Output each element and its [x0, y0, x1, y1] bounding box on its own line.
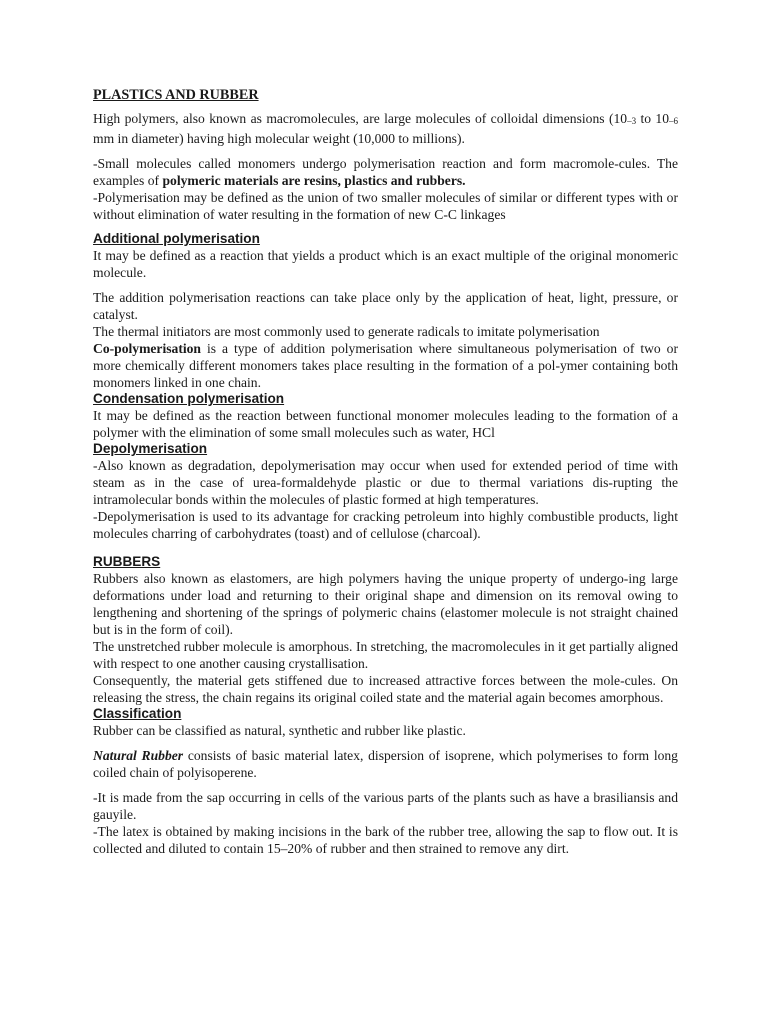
- document-page: [93, 87, 678, 857]
- rubbers-paragraph: Rubbers also known as elastomers, are high polymers having the unique property of undergo-ing large deformations under load and returning to their original shape and dimension on its removal owing to lengthening and shortening of the springs of polymeric chains (elastomer molecule is not straight chained but is in the form of coil).: [93, 571, 678, 637]
- exponent: –6: [669, 116, 678, 126]
- depolymerisation-paragraph: -Also known as degradation, depolymerisation may occur when used for extended period of time with steam as in the case of urea-formaldehyde plastic or due to thermal variations dis-rupting the intramolecular bonds within the molecules of plastic formed at high temperatures.: [93, 458, 678, 507]
- bold-italic-text: Natural Rubber: [93, 748, 184, 763]
- monomers-paragraph: [93, 155, 678, 189]
- paragraph-text: -Small molecules called monomers undergo polymerisation reaction and form macromole-cules. The examples of: [93, 156, 678, 188]
- classification-paragraph: -The latex is obtained by making incisions in the bark of the rubber tree, allowing the sap to flow out. It is collected and diluted to contain 15–20% of rubber and then strained to remove any dirt.: [93, 824, 678, 856]
- intro-text: (10: [608, 111, 628, 126]
- intro-text: to 10: [636, 111, 669, 126]
- addition-paragraph: The thermal initiators are most commonly used to generate radicals to imitate polymerisation: [93, 324, 600, 339]
- section-heading-depolymerisation: Depolymerisation: [93, 441, 208, 456]
- condensation-paragraph: It may be defined as the reaction between functional monomer molecules leading to the formation of a polymer with the elimination of some small molecules such as water, HCl: [93, 408, 678, 440]
- section-heading-rubbers: RUBBERS: [93, 554, 161, 569]
- intro-text: mm in diameter) having high molecular weight (10,000 to millions).: [93, 131, 465, 146]
- classification-paragraph: -It is made from the sap occurring in cells of the various parts of the plants such as have a brasiliansis and gauyile.: [93, 790, 678, 822]
- copolymerisation-paragraph: [93, 340, 678, 391]
- section-heading-addition: Additional polymerisation: [93, 231, 260, 246]
- page-title: PLASTICS AND RUBBER: [93, 87, 259, 103]
- bold-text: polymeric materials are resins, plastics and rubbers.: [162, 173, 466, 188]
- bold-text: Co-polymerisation: [93, 341, 201, 356]
- rubbers-paragraph: Consequently, the material gets stiffened due to increased attractive forces between the mole-cules. On releasing the stress, the chain regains its original coiled state and the material again becomes amorphous.: [93, 673, 678, 705]
- paragraph-text: is a type of addition polymerisation where simultaneous polymerisation of two or more chemically different monomers takes place resulting in the formation of a pol-ymer containing both monomers linked in one chain.: [93, 341, 678, 390]
- section-heading-classification: Classification: [93, 706, 182, 721]
- rubbers-paragraph: The unstretched rubber molecule is amorphous. In stretching, the macromolecules in it get partially aligned with respect to one another causing crystallisation.: [93, 639, 678, 671]
- exponent: –3: [627, 116, 637, 126]
- intro-paragraph: [93, 110, 678, 147]
- section-heading-condensation: Condensation polymerisation: [93, 391, 285, 406]
- paragraph-text: consists of basic material latex, dispersion of isoprene, which polymerises to form long coiled chain of polyisoperene.: [93, 748, 678, 780]
- intro-text: High polymers, also known as macromolecules, are large molecules of colloidal dimensions: [93, 111, 605, 126]
- addition-paragraph: It may be defined as a reaction that yields a product which is an exact multiple of the original monomeric molecule.: [93, 248, 678, 280]
- natural-rubber-paragraph: [93, 747, 678, 781]
- polymerisation-definition: -Polymerisation may be defined as the union of two smaller molecules of similar or different types with or without elimination of water resulting in the formation of new C-C linkages: [93, 190, 678, 222]
- classification-paragraph: Rubber can be classified as natural, synthetic and rubber like plastic.: [93, 723, 466, 738]
- depolymerisation-paragraph: -Depolymerisation is used to its advantage for cracking petroleum into highly combustible products, light molecules charring of carbohydrates (toast) and of cellulose (charcoal).: [93, 509, 678, 541]
- addition-paragraph: The addition polymerisation reactions can take place only by the application of heat, light, pressure, or catalyst.: [93, 290, 678, 322]
